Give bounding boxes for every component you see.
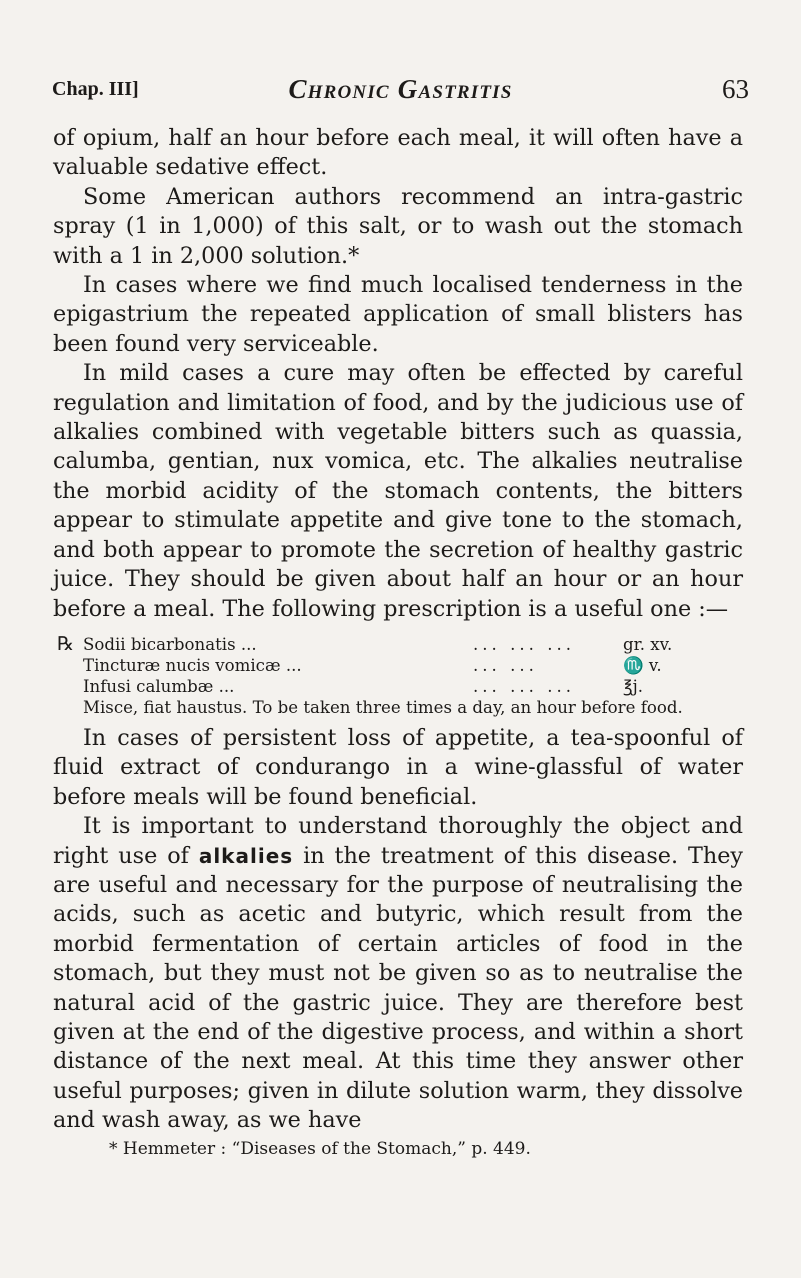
prescription-directions: Misce, fiat haustus. To be taken three times a day, an hour before food. [83, 697, 683, 717]
paragraph-alkalies: It is important to understand thoroughly the object and right use of alkalies in the treatment of this disease. They are useful and necessary for the purpose of neutralising the acids, such as acetic and butyric, which result from the morbid fermentation of certain articles of food in the stomach, but they must not be given so as to neutralise the natural acid of the gastric juice. They are therefore best given at the end of the digestive process, and within a short distance of the next meal. At this time they answer other useful purposes; given in dilute solution warm, they dissolve and wash away, as we have [53, 813, 743, 1134]
leader-dots: ... ... [473, 655, 538, 675]
page-body [53, 124, 743, 1160]
emphasis-alkalies: alkalies [198, 843, 294, 868]
recipe-symbol: ℞ [57, 632, 75, 655]
chapter-label: Chap. III] [52, 78, 139, 100]
prescription-block [53, 634, 743, 718]
paragraph-condurango: In cases of persistent loss of appetite, a tea-spoonful of fluid extract of condurango in a wine-glassful of water before meals will be found beneficial. [53, 724, 743, 810]
ingredient-name: Sodii bicarbonatis ... [83, 634, 257, 654]
leader-dots: ... ... ... [473, 676, 576, 696]
paragraph-intragastric-spray: Some American authors recommend an intra-gastric spray (1 in 1,000) of this salt, or to wash out the stomach with a 1 in 2,000 solution.* [53, 183, 743, 269]
paragraph-blisters: In cases where we find much localised tenderness in the epigastrium the repeated application of small blisters has been found very serviceable. [53, 272, 743, 357]
ingredient-dose: gr. xv. [623, 634, 673, 654]
footnote: * Hemmeter : “Diseases of the Stomach,” p. 449. [109, 1138, 531, 1159]
prescription-line [53, 676, 743, 697]
ingredient-name: Tincturæ nucis vomicæ ... [83, 655, 302, 675]
paragraph-continued: of opium, half an hour before each meal, it will often have a valuable sedative effect. [53, 125, 743, 181]
running-header [52, 74, 749, 114]
ingredient-name: Infusi calumbæ ... [83, 676, 235, 696]
prescription-line [53, 655, 743, 676]
ingredient-dose: ℥j. [623, 676, 644, 696]
prescription-line [53, 634, 743, 655]
leader-dots: ... ... ... [473, 634, 576, 654]
running-title: Chronic Gastritis [288, 74, 513, 104]
ingredient-dose: ♏ v. [623, 655, 662, 675]
paragraph-mild-cases: In mild cases a cure may often be effected by careful regulation and limitation of food, and by the judicious use of alkalies combined with vegetable bitters such as quassia, calumba, gentian, nux vomica, etc. The alkalies neutralise the morbid acidity of the stomach contents, the bitters appear to stimulate appetite and give tone to the stomach, and both appear to promote the secretion of healthy gastric juice. They should be given about half an hour or an hour before a meal. The following prescription is a useful one :— [53, 360, 743, 622]
page-number: 63 [722, 74, 749, 104]
